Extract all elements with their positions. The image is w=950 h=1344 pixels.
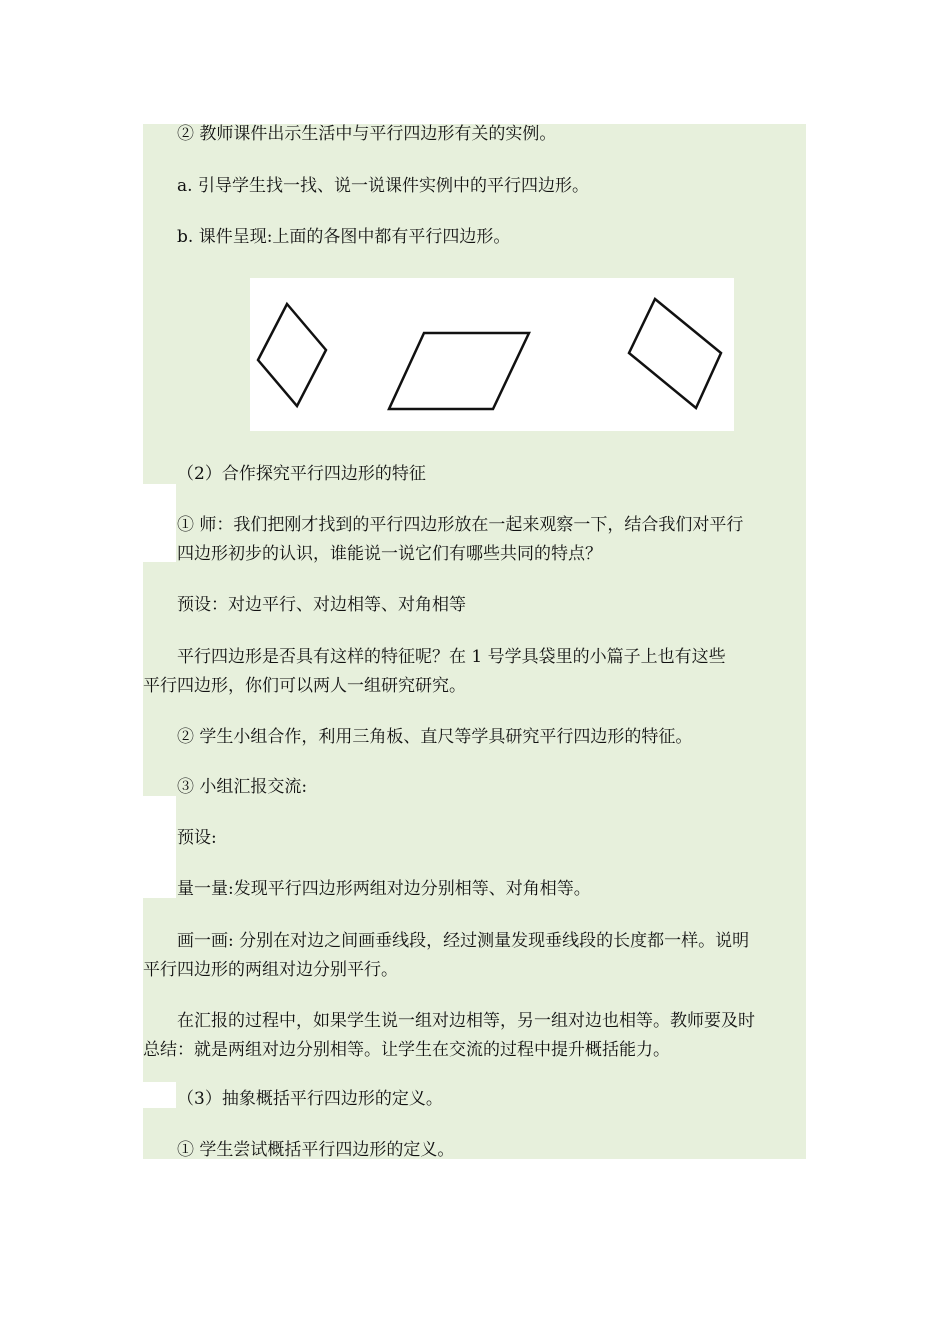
parallelogram-shape-1 <box>258 304 326 406</box>
paragraph-12-line-1: 在汇报的过程中，如果学生说一组对边相等，另一组对边也相等。教师要及时 <box>177 1011 755 1031</box>
paragraph-8: ③ 小组汇报交流: <box>177 777 308 797</box>
highlight-block-lower <box>176 796 806 1108</box>
parallelogram-figure <box>250 278 734 431</box>
paragraph-11-line-2: 平行四边形的两组对边分别平行。 <box>143 960 398 980</box>
paragraph-12-line-2: 总结：就是两组对边分别相等。让学生在交流的过程中提升概括能力。 <box>143 1040 670 1060</box>
paragraph-2: a. 引导学生找一找、说一说课件实例中的平行四边形。 <box>177 176 589 196</box>
section-heading-3: （3）抽象概括平行四边形的定义。 <box>177 1089 443 1109</box>
paragraph-4-line-1: ① 师：我们把刚才找到的平行四边形放在一起来观察一下，结合我们对平行 <box>177 515 744 535</box>
paragraph-6-line-2: 平行四边形，你们可以两人一组研究研究。 <box>143 676 466 696</box>
paragraph-6-line-1: 平行四边形是否具有这样的特征呢？在 1 号学具袋里的小篇子上也有这些 <box>177 647 726 667</box>
paragraph-10: 量一量:发现平行四边形两组对边分别相等、对角相等。 <box>177 879 591 899</box>
highlight-block-lower-left <box>143 898 176 1108</box>
paragraph-5: 预设：对边平行、对边相等、对角相等 <box>177 595 466 615</box>
paragraph-7: ② 学生小组合作，利用三角板、直尺等学具研究平行四边形的特征。 <box>177 727 693 747</box>
section-heading-2: （2）合作探究平行四边形的特征 <box>177 464 426 484</box>
paragraph-4-line-2: 四边形初步的认识，谁能说一说它们有哪些共同的特点？ <box>177 544 602 564</box>
paragraph-3: b. 课件呈现:上面的各图中都有平行四边形。 <box>177 227 511 247</box>
highlight-block-section3-gap <box>143 1082 176 1108</box>
paragraph-9: 预设: <box>177 828 217 848</box>
parallelogram-shape-3 <box>629 299 721 408</box>
parallelogram-shape-2 <box>389 333 529 409</box>
paragraph-11-line-1: 画一画: 分别在对边之间画垂线段，经过测量发现垂线段的长度都一样。说明 <box>177 931 750 951</box>
parallelogram-figure-svg <box>250 278 734 431</box>
paragraph-13: ① 学生尝试概括平行四边形的定义。 <box>177 1140 455 1160</box>
paragraph-1: ② 教师课件出示生活中与平行四边形有关的实例。 <box>177 124 557 144</box>
